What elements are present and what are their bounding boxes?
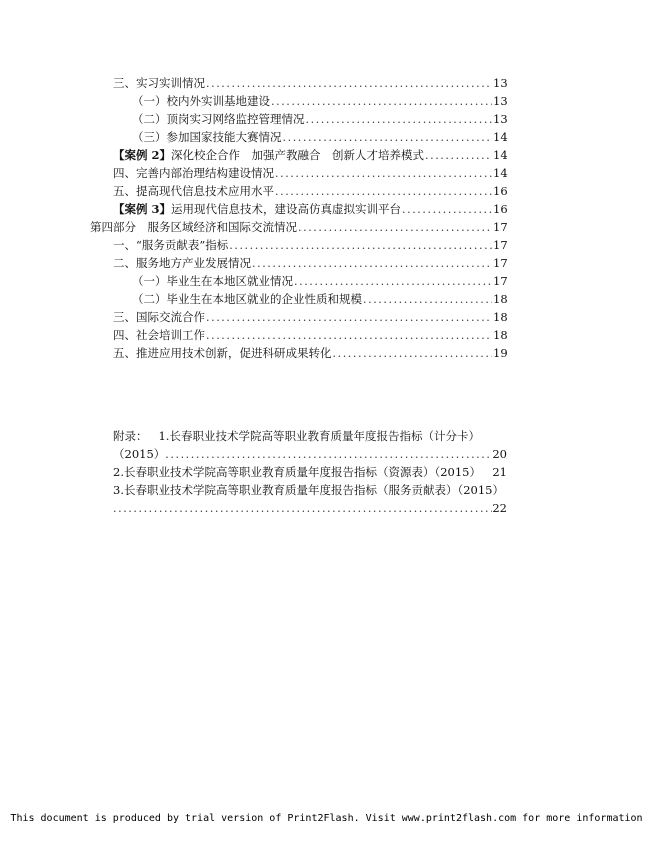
appendix-item-2[interactable] [113, 465, 507, 480]
appendix-item-title: 3.长春职业技术学院高等职业教育质量年度报告指标（服务贡献表）（2015） [113, 483, 504, 497]
toc-entry-page: 18 [493, 310, 508, 324]
appendix-item-title: 1.长春职业技术学院高等职业教育质量年度报告指标（计分卡） [158, 429, 480, 443]
toc-entry-title: 二、服务地方产业发展情况 [113, 256, 251, 270]
dot-leader [271, 94, 492, 109]
toc-entry-part[interactable] [90, 219, 507, 235]
toc-entry-page: 17 [493, 256, 508, 270]
toc-entry-page: 17 [493, 274, 508, 288]
toc-entry[interactable] [113, 327, 507, 343]
dot-leader [229, 238, 492, 253]
toc-entry[interactable] [113, 309, 507, 325]
toc-entry-title: 三、实习实训情况 [113, 76, 205, 90]
toc-entry[interactable] [113, 183, 507, 199]
toc-entry-page: 13 [493, 112, 508, 126]
appendix-item-page: 21 [492, 465, 507, 479]
toc-entry-title: （三）参加国家技能大赛情况 [132, 130, 282, 144]
case-tag: 【案例 3】 [113, 202, 172, 216]
toc-entry-page: 18 [493, 328, 508, 342]
toc-entry-page: 16 [493, 202, 508, 216]
toc-entry[interactable] [132, 93, 507, 109]
dot-leader [283, 130, 493, 145]
toc-entry-page: 16 [493, 184, 508, 198]
dot-leader [306, 112, 493, 127]
toc-entry-title: 一、“服务贡献表”指标 [113, 238, 229, 252]
toc-entry-page: 17 [493, 238, 508, 252]
toc-entry-page: 14 [493, 130, 508, 144]
toc-entry-page: 18 [493, 292, 508, 306]
toc-entry[interactable] [113, 237, 507, 253]
toc-entry-title: 三、国际交流合作 [113, 310, 205, 324]
dot-leader [206, 328, 492, 343]
toc-entry-title: 深化校企合作 加强产教融合 创新人才培养模式 [171, 148, 425, 162]
toc-entry[interactable] [132, 273, 507, 289]
dot-leader [402, 202, 492, 217]
toc-entry[interactable] [132, 111, 507, 127]
toc-entry-case[interactable] [113, 147, 507, 163]
appendix-label: 附录： [113, 429, 148, 443]
dot-leader [363, 292, 492, 307]
toc-entry[interactable] [113, 75, 507, 91]
toc-entry-page: 17 [493, 220, 508, 234]
appendix-item-title-cont: （2015） [113, 447, 166, 461]
dot-leader [206, 310, 492, 325]
dot-leader [333, 346, 493, 361]
dot-leader [294, 274, 492, 289]
dot-leader [275, 184, 492, 199]
case-tag: 【案例 2】 [113, 148, 172, 162]
appendix-item-1-line2[interactable] [113, 447, 507, 462]
toc-entry-title: 四、完善内部治理结构建设情况 [113, 166, 274, 180]
toc-entry-title: 五、推进应用技术创新，促进科研成果转化 [113, 346, 332, 360]
toc-entry-title: （一）校内外实训基地建设 [132, 94, 270, 108]
toc-entry-title: （二）毕业生在本地区就业的企业性质和规模 [132, 292, 362, 306]
appendix-item-title: 2.长春职业技术学院高等职业教育质量年度报告指标（资源表）（2015） [113, 465, 481, 479]
toc-entry-title: 四、社会培训工作 [113, 328, 205, 342]
toc-entry-title: （一）毕业生在本地区就业情况 [132, 274, 293, 288]
toc-entry-page: 14 [493, 148, 508, 162]
toc-entry[interactable] [113, 345, 507, 361]
toc-entry-title: 第四部分 服务区域经济和国际交流情况 [90, 220, 297, 234]
dot-leader [425, 148, 492, 163]
toc-entry-case[interactable] [113, 201, 507, 217]
toc-entry-title: （二）顶岗实习网络监控管理情况 [132, 112, 305, 126]
toc-entry-page: 14 [493, 166, 508, 180]
trial-watermark-footer: This document is produced by trial version of Print2Flash. Visit www.print2flash.com for more information [10, 813, 643, 824]
appendix-item-3-line2[interactable] [113, 501, 507, 516]
toc-entry-page: 13 [493, 94, 508, 108]
toc-entry-title: 五、提高现代信息技术应用水平 [113, 184, 274, 198]
toc-entry[interactable] [113, 165, 507, 181]
appendix-item-page: 22 [492, 501, 507, 515]
toc-entry[interactable] [132, 291, 507, 307]
toc-entry[interactable] [132, 129, 507, 145]
dot-leader [113, 501, 492, 516]
dot-leader [165, 447, 492, 462]
dot-leader [275, 166, 492, 181]
dot-leader [206, 76, 492, 91]
toc-entry[interactable] [113, 255, 507, 271]
dot-leader [252, 256, 492, 271]
toc-entry-title: 运用现代信息技术，建设高仿真虚拟实训平台 [171, 202, 402, 216]
toc-entry-page: 19 [493, 346, 508, 360]
appendix-item-page: 20 [492, 447, 507, 461]
dot-leader [298, 220, 492, 235]
appendix-item-1-line1[interactable] [113, 429, 507, 444]
toc-entry-page: 13 [493, 76, 508, 90]
appendix-item-3-line1[interactable] [113, 483, 507, 498]
